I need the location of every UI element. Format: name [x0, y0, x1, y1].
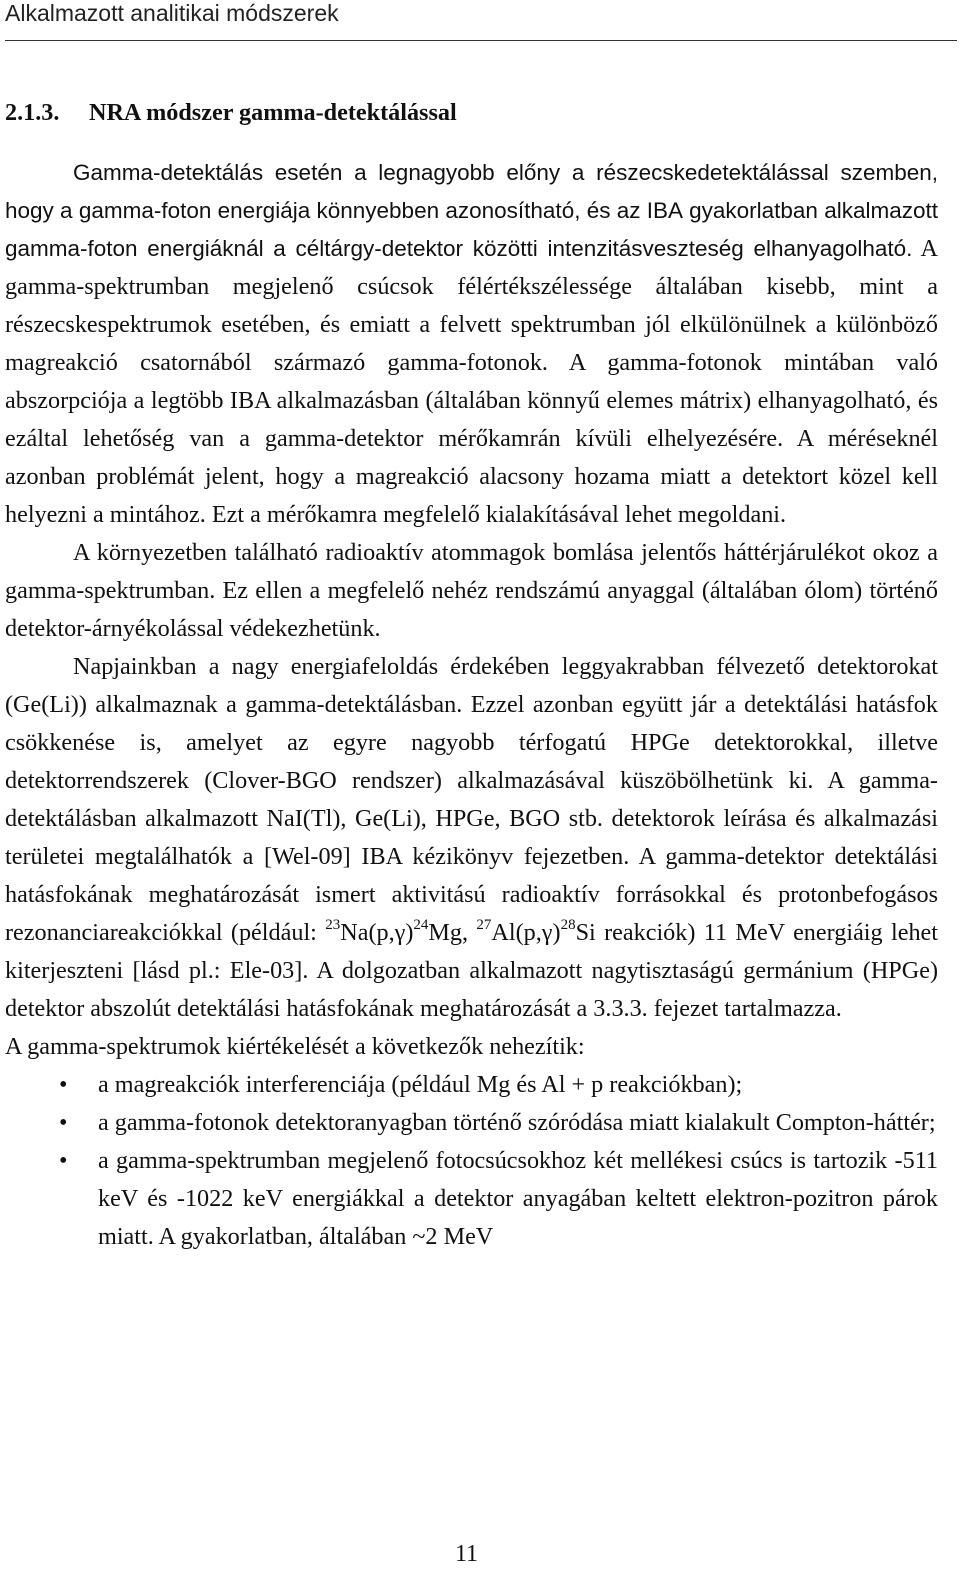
bullet-icon: •	[59, 1147, 68, 1174]
paragraph-3-part-b: Na(p,γ)	[340, 919, 414, 946]
bullet-icon: •	[59, 1071, 68, 1098]
paragraph-3-part-d: Al(p,γ)	[491, 919, 561, 946]
running-header	[5, 0, 957, 41]
list-item	[5, 1142, 938, 1256]
section-heading	[5, 94, 938, 132]
paragraph-1-sans-b: gyakorlatban alkalmazott gamma-foton energiáknál a céltárgy-detektor közötti intenzitásveszteség elhanyagolható.	[5, 198, 939, 261]
paragraph-1-serif: A gamma-spektrumban megjelenő csúcsok félértékszélessége általában kisebb, mint a részecskespektrumok esetében, és emiatt a felvett spektrumban jól elkülönülnek a különböző magreakció csatornából származó gamma-fotonok. A gamma-fotonok mintában való abszorpciója a legtöbb IBA alkalmazásban (általában könnyű elemes mátrix) elhanyagolható, és ezáltal lehetőség van a gamma-detektor mérőkamrán kívüli elhelyezésére. A méréseknél azonban problémát jelent, hogy a magreakció alacsony hozama miatt a detektort közel kell helyezni a mintához. Ezt a mérőkamra megfelelő kialakításával lehet megoldani.	[5, 235, 938, 528]
isotope-mass-28: 28	[560, 916, 576, 933]
paragraph-2: A környezetben található radioaktív atommagok bomlása jelentős háttérjárulékot okoz a gamma-spektrumban. Ez ellen a megfelelő nehéz rendszámú anyaggal (általában ólom) történő detektor-árnyékolással védekezhetünk.	[5, 539, 938, 642]
section-title: NRA módszer gamma-detektálással	[89, 99, 457, 126]
page-footer	[0, 1540, 933, 1568]
list-item	[5, 1104, 938, 1142]
list-item-text: a gamma-spektrumban megjelenő fotocsúcsokhoz két mellékesi csúcs is tartozik -511 keV és -1022 keV energiákkal a detektor anyagában keltett elektron-pozitron párok miatt. A gyakorlatban, általában ~2 MeV	[98, 1147, 938, 1250]
list-item-text: a gamma-fotonok detektoranyagban történő szóródása miatt kialakult Compton-háttér;	[98, 1109, 936, 1136]
paragraph-3-part-c: Mg,	[428, 919, 477, 946]
isotope-mass-24: 24	[413, 916, 429, 933]
page-body	[5, 94, 938, 1256]
isotope-mass-27: 27	[476, 916, 492, 933]
paragraph-3	[5, 648, 938, 1028]
paragraph-3-part-a: Napjainkban a nagy energiafeloldás érdekében leggyakrabban félvezető detektorokat (Ge(Li)) alkalmaznak a gamma-detektálásban. Ezzel azonban együtt jár a detektálási hatásfok csökkenése is, amelyet az egyre nagyobb térfogatú HPGe detektorokkal, illetve detektorrendszerek (Clover-BGO rendszer) alkalmazásával küszöbölhetünk ki. A gamma-detektálásban alkalmazott NaI(Tl), Ge(Li), HPGe, BGO stb. detektorok leírása és alkalmazási területei megtalálhatók a [Wel-09] IBA kézikönyv fejezetben. A gamma-detektor detektálási hatásfokának meghatározását ismert aktivitású radioaktív forrásokkal és protonbefogásos rezonanciareakciókkal (például:	[5, 653, 938, 946]
paragraph-1-sans-a: Gamma-detektálás esetén a legnagyobb előny a részecskedetektálással szemben, hogy a gamma-foton energiája könnyebben azonosítható, és az IBA	[5, 160, 938, 223]
page-number: 11	[454, 1541, 479, 1567]
paragraph-4: A gamma-spektrumok kiértékelését a következők nehezítik:	[5, 1033, 585, 1060]
list-item-text: a magreakciók interferenciája (például Mg és Al + p reakciókban);	[98, 1071, 743, 1098]
list-item	[5, 1066, 938, 1104]
paragraph-1	[5, 154, 938, 534]
header-title: Alkalmazott analitikai módszerek	[5, 0, 339, 26]
isotope-mass-23: 23	[325, 916, 341, 933]
bullet-icon: •	[59, 1109, 68, 1136]
section-number: 2.1.3.	[5, 99, 60, 126]
bullet-list	[5, 1066, 938, 1256]
paragraph-3-part-e: Si reakciók) 11 MeV energiáig lehet kiterjeszteni [lásd pl.: Ele-03]. A dolgozatban alkalmazott nagytisztaságú germánium (HPGe) detektor abszolút detektálási hatásfokának meghatározását a 3.3.3. fejezet tartalmazza.	[5, 919, 938, 1022]
